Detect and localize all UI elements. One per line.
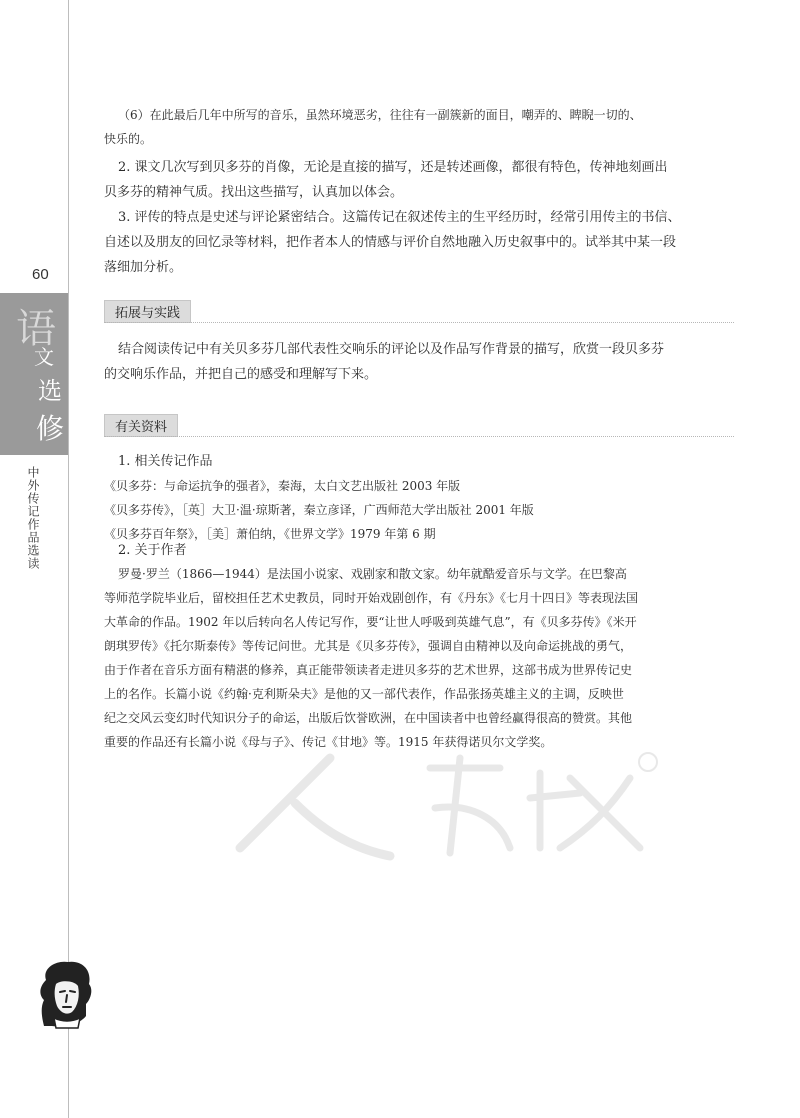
page-number: 60: [32, 266, 49, 283]
author-line: 大革命的作品。1902 年以后转向名人传记写作，要“让世人呼吸到英雄气息”，有《贝多芬传》《米开: [104, 615, 637, 629]
book-item-3: 《贝多芬百年祭》，［美］萧伯纳，《世界文学》1979 年第 6 期: [104, 527, 436, 541]
resources-sub-2: 2. 关于作者: [118, 543, 187, 558]
side-tab-char-2: 文: [34, 345, 54, 369]
question-3-line-1: 3. 评传的特点是史述与评论紧密结合。这篇传记在叙述传主的生平经历时，经常引用传主的书信、: [118, 210, 681, 225]
publisher-watermark: [200, 748, 660, 872]
question-6-line-1: （6）在此最后几年中所写的音乐，虽然环境恶劣，往往有一副簇新的面目，嘲弄的、睥睨一切的、: [118, 108, 642, 122]
practice-line-1: 结合阅读传记中有关贝多芬几部代表性交响乐的评论以及作品写作背景的描写，欣赏一段贝多芬: [118, 342, 665, 357]
book-item-1: 《贝多芬：与命运抗争的强者》，秦海，太白文艺出版社 2003 年版: [104, 479, 461, 493]
side-tab: [0, 293, 68, 455]
author-line: 罗曼·罗兰（1866—1944）是法国小说家、戏剧家和散文家。幼年就酷爱音乐与文学。在巴黎高: [118, 567, 627, 581]
margin-rule: [68, 0, 69, 1118]
question-2-line-2: 贝多芬的精神气质。找出这些描写，认真加以体会。: [104, 185, 404, 200]
side-tab-char-4: 修: [36, 412, 65, 445]
author-line: 由于作者在音乐方面有精湛的修养，真正能带领读者走进贝多芬的艺术世界，这部书成为世界传记史: [104, 663, 633, 677]
resources-heading: 有关资料: [104, 414, 178, 437]
question-3-line-2: 自述以及朋友的回忆录等材料，把作者本人的情感与评价自然地融入历史叙事中的。试举其中某一段: [104, 235, 677, 250]
author-line: 等师范学院毕业后，留校担任艺术史教员，同时开始戏剧创作，有《丹东》《七月十四日》等表现法国: [104, 591, 639, 605]
book-title-vertical: 中外传记作品选读: [26, 466, 40, 570]
beethoven-portrait-icon: [34, 960, 96, 1034]
book-item-2: 《贝多芬传》，［英］大卫·温·琼斯著，秦立彦译，广西师范大学出版社 2001 年版: [104, 503, 534, 517]
resources-sub-1: 1. 相关传记作品: [118, 454, 213, 469]
side-tab-char-3: 选: [38, 377, 62, 405]
practice-heading: 拓展与实践: [104, 300, 191, 323]
author-line: 朗琪罗传》《托尔斯泰传》等传记问世。尤其是《贝多芬传》，强调自由精神以及向命运挑战的勇气，: [104, 639, 633, 653]
practice-line-2: 的交响乐作品，并把自己的感受和理解写下来。: [104, 367, 378, 382]
author-line: 纪之交风云变幻时代知识分子的命运，出版后饮誉欧洲，在中国读者中也曾经赢得很高的赞赏。其他: [104, 711, 633, 725]
question-2-line-1: 2. 课文几次写到贝多芬的肖像，无论是直接的描写，还是转述画像，都很有特色，传神地刻画出: [118, 160, 668, 175]
author-line: 上的名作。长篇小说《约翰·克利斯朵夫》是他的又一部代表作，作品张扬英雄主义的主调，反映世: [104, 687, 624, 701]
question-6-line-2: 快乐的。: [104, 132, 153, 146]
resources-divider: [104, 436, 734, 437]
author-line: 重要的作品还有长篇小说《母与子》、传记《甘地》等。1915 年获得诺贝尔文学奖。: [104, 735, 553, 749]
question-3-line-3: 落细加分析。: [104, 260, 183, 275]
side-tab-char-1: 语: [16, 306, 56, 352]
practice-divider: [104, 322, 734, 323]
